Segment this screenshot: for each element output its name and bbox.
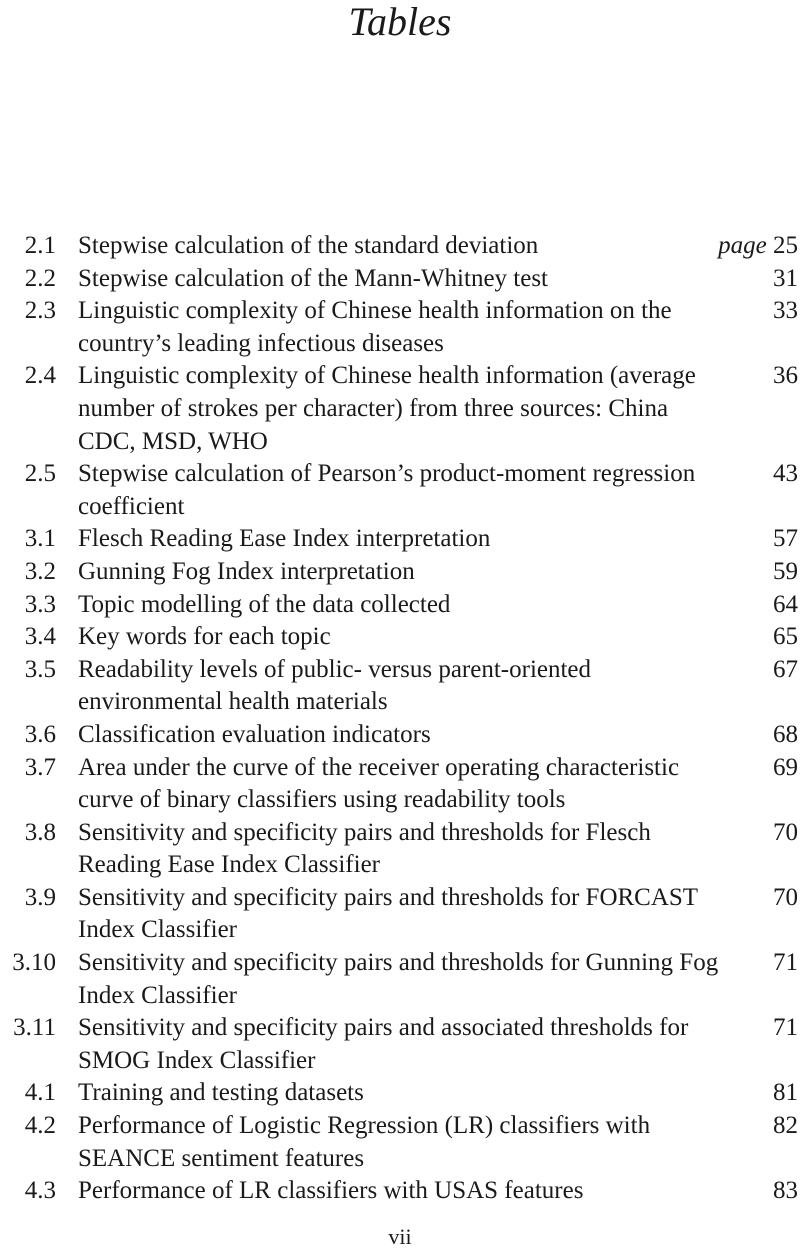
list-item: [0, 523, 800, 556]
page-title: Tables: [348, 0, 452, 44]
table-title: Performance of Logistic Regression (LR) classifiers with SEANCE sentiment features: [78, 1112, 651, 1172]
table-title: Gunning Fog Index interpretation: [78, 557, 415, 585]
list-item: [0, 621, 800, 654]
table-number: 3.11: [13, 1014, 56, 1042]
table-title: Sensitivity and specificity pairs and thresholds for Gunning Fog Index Classifier: [78, 949, 719, 1009]
table-list: [0, 230, 800, 1208]
page-number: 64: [773, 590, 798, 618]
table-number: 3.10: [12, 949, 56, 977]
folio-page-number: vii: [388, 1224, 412, 1249]
table-number: 2.5: [24, 460, 56, 488]
table-title: Linguistic complexity of Chinese health information on the country’s leading infectious diseases: [78, 297, 672, 357]
table-title: Sensitivity and specificity pairs and associated thresholds for SMOG Index Classifier: [78, 1014, 689, 1074]
table-number: 4.1: [24, 1079, 56, 1107]
table-number: 3.7: [24, 753, 56, 781]
list-item: [0, 817, 800, 882]
list-item: [0, 719, 800, 752]
list-item: [0, 360, 800, 458]
list-item: [0, 1175, 800, 1208]
list-item: [0, 230, 800, 263]
table-number: 3.2: [24, 557, 56, 585]
list-item: [0, 654, 800, 719]
table-number: 4.3: [24, 1177, 56, 1205]
table-title: Sensitivity and specificity pairs and thresholds for FORCAST Index Classifier: [78, 883, 698, 944]
page-number: 33: [773, 297, 798, 325]
page-reference: [718, 230, 798, 263]
page-number: 36: [773, 362, 798, 390]
table-title: Classification evaluation indicators: [78, 720, 431, 748]
page-number: 25: [773, 232, 798, 259]
table-number: 2.1: [24, 232, 56, 259]
table-number: 3.4: [24, 623, 56, 651]
table-title: Linguistic complexity of Chinese health information (average number of strokes per character) from three sources: China CDC, MSD, WHO: [78, 362, 696, 455]
table-title: Stepwise calculation of the standard deviation: [78, 232, 539, 259]
page-number: 81: [773, 1079, 798, 1107]
table-title: Key words for each topic: [78, 623, 331, 651]
table-title: Area under the curve of the receiver operating characteristic curve of binary classifiers using readability tools: [78, 753, 680, 814]
table-number: 3.5: [24, 655, 56, 683]
table-title: Training and testing datasets: [78, 1079, 364, 1107]
table-title: Stepwise calculation of Pearson’s product-moment regression coefficient: [78, 460, 696, 520]
list-item: [0, 263, 800, 296]
table-title: Topic modelling of the data collected: [78, 590, 451, 618]
table-title: Flesch Reading Ease Index interpretation: [78, 525, 491, 553]
list-item: [0, 589, 800, 622]
page-number: 59: [773, 557, 798, 585]
page-number: 70: [773, 883, 798, 911]
table-number: 2.3: [24, 297, 56, 325]
table-title: Performance of LR classifiers with USAS features: [78, 1177, 584, 1205]
page-number: 83: [773, 1177, 798, 1205]
page-number: 70: [773, 818, 798, 846]
page-number: 65: [773, 623, 798, 651]
page-number: 67: [773, 655, 798, 683]
list-item: [0, 1110, 800, 1175]
list-item: [0, 295, 800, 360]
list-item: [0, 1012, 800, 1077]
page-number: 82: [773, 1112, 798, 1140]
list-item: [0, 1077, 800, 1110]
list-item: [0, 882, 800, 947]
list-item: [0, 947, 800, 1012]
list-item: [0, 752, 800, 817]
page-number: 57: [773, 525, 798, 553]
page-number: 71: [773, 1014, 798, 1042]
table-number: 2.4: [24, 362, 56, 390]
page-number: 71: [773, 949, 798, 977]
page-number: 68: [773, 720, 798, 748]
table-title: Readability levels of public- versus parent-oriented environmental health materials: [78, 655, 592, 716]
page-number: 43: [773, 460, 798, 488]
table-number: 3.6: [24, 720, 56, 748]
table-number: 3.9: [24, 883, 56, 911]
table-number: 4.2: [24, 1112, 56, 1140]
page-number: 69: [773, 753, 798, 781]
table-number: 3.1: [24, 525, 56, 553]
table-number: 2.2: [24, 264, 56, 292]
table-title: Stepwise calculation of the Mann-Whitney test: [78, 264, 549, 292]
table-title: Sensitivity and specificity pairs and thresholds for Flesch Reading Ease Index Classifier: [78, 818, 651, 879]
table-number: 3.3: [24, 590, 56, 618]
list-item: [0, 556, 800, 589]
table-number: 3.8: [24, 818, 56, 846]
list-item: [0, 458, 800, 523]
page-prefix: page: [718, 232, 767, 259]
page-number: 31: [773, 264, 798, 292]
